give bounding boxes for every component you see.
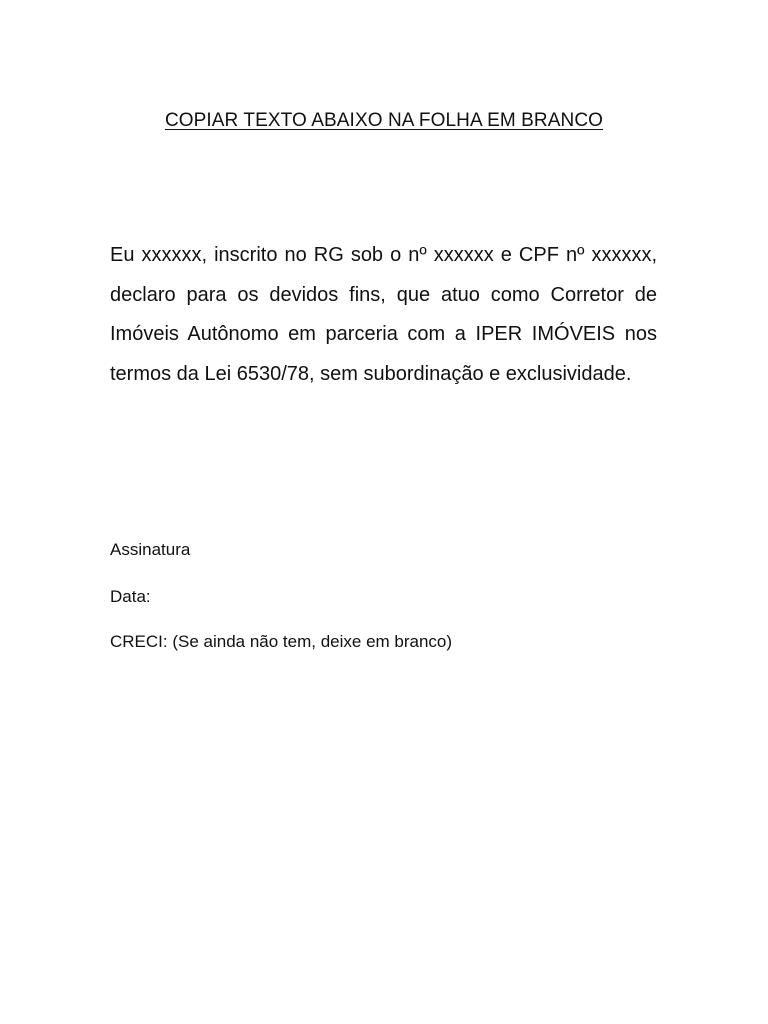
declaration-paragraph: Eu xxxxxx, inscrito no RG sob o nº xxxxxx e CPF nº xxxxxx, declaro para os devidos fins, que atuo como Corretor de Imóveis Autônomo em parceria com a IPER IMÓVEIS nos termos da Lei 6530/78, sem subordinação e exclusividade. [110, 244, 657, 385]
document-title: COPIAR TEXTO ABAIXO NA FOLHA EM BRANCO [164, 110, 604, 131]
creci-label: CRECI: (Se ainda não tem, deixe em branco) [110, 632, 453, 651]
date-label: Data: [110, 587, 151, 606]
signature-label: Assinatura [110, 540, 191, 559]
